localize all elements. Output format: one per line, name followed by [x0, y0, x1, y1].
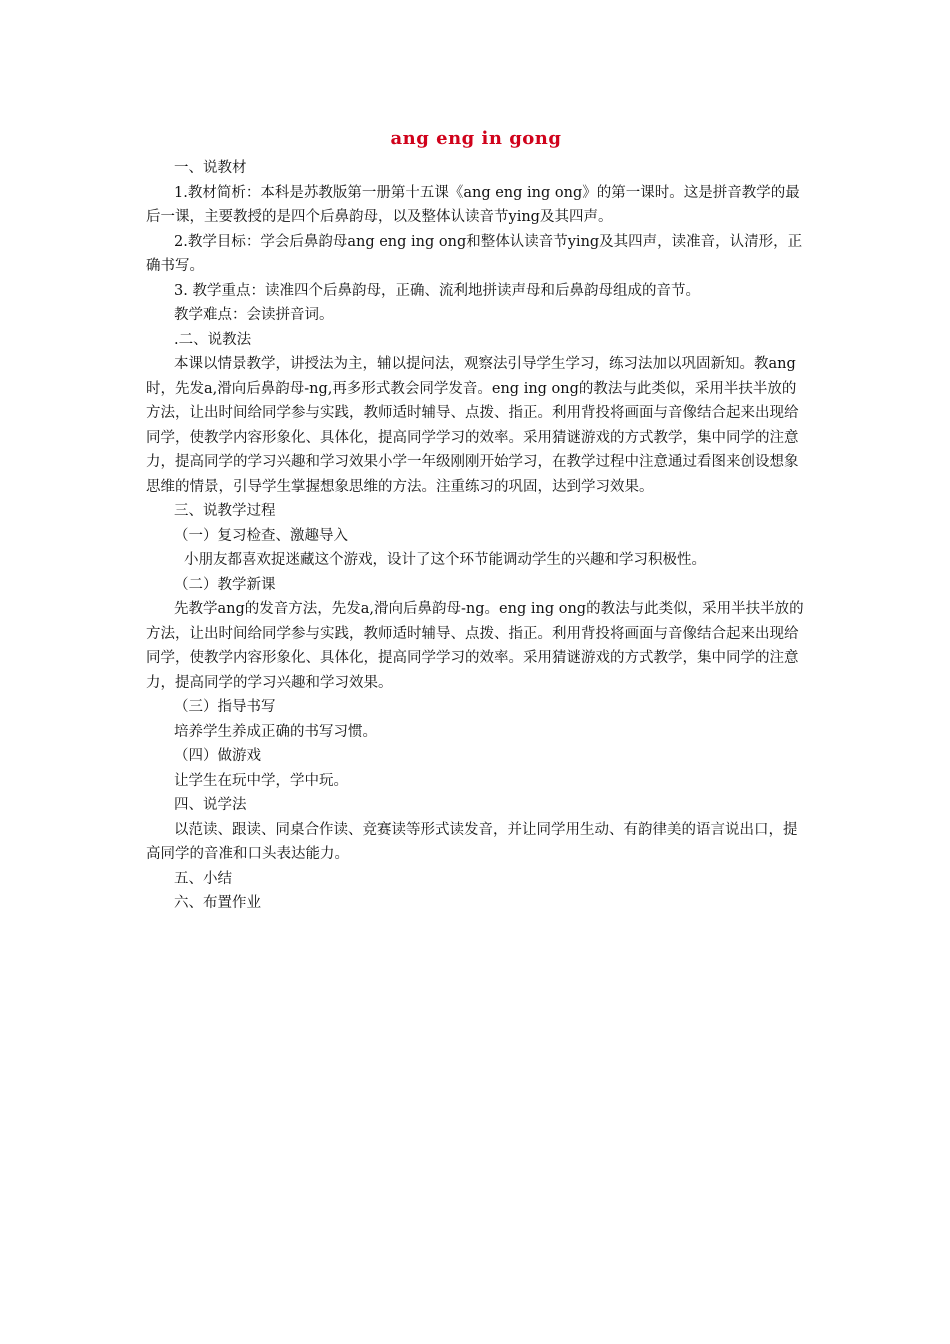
paragraph: 小朋友都喜欢捉迷藏这个游戏，设计了这个环节能调动学生的兴趣和学习积极性。 [184, 552, 706, 568]
paragraph: 2.教学目标：学会后鼻韵母ang eng ing ong和整体认读音节ying及其四声，读准音，认清形，正确书写。 [146, 233, 803, 274]
section-heading: 五、小结 [174, 870, 232, 887]
subsection-heading: （四）做游戏 [174, 748, 261, 764]
section-heading: 三、说教学过程 [174, 503, 276, 519]
subsection-heading: （二）教学新课 [174, 576, 276, 593]
paragraph: 培养学生养成正确的书写习惯。 [174, 723, 377, 740]
paragraph: 先教学ang的发音方法，先发a,滑向后鼻韵母-ng。eng ing ong的教法与此类似，采用半扶半放的方法，让出时间给同学参与实践，教师适时辅导、点拨、指正。利用背投将画面与音像结合起来出现给同学，使教学内容形象化、具体化，提高同学学习的效率。采用猜谜游戏的方式教学，集中同学的注意力，提高同学的学习兴趣和学习效果。 [146, 601, 804, 691]
paragraph: 1.教材简析：本科是苏教版第一册第十五课《ang eng ing ong》的第一课时。这是拼音教学的最后一课，主要教授的是四个后鼻韵母，以及整体认读音节ying及其四声。 [146, 184, 800, 225]
subsection-heading: （三）指导书写 [174, 699, 276, 715]
section-heading: 四、说学法 [174, 797, 247, 813]
paragraph: 3. 教学重点：读准四个后鼻韵母，正确、流利地拼读声母和后鼻韵母组成的音节。 [174, 282, 700, 299]
document-title: ang eng in gong [390, 128, 562, 149]
paragraph: 以范读、跟读、同桌合作读、竞赛读等形式读发音，并让同学用生动、有韵律美的语言说出口，提高同学的音准和口头表达能力。 [146, 821, 798, 862]
document-body [146, 122, 806, 916]
paragraph: 教学难点：会读拼音词。 [174, 307, 334, 323]
section-heading: 一、说教材 [174, 160, 247, 176]
section-heading: .二、说教法 [174, 331, 252, 348]
paragraph: 让学生在玩中学，学中玩。 [174, 772, 348, 789]
subsection-heading: （一）复习检查、激趣导入 [174, 527, 348, 544]
paragraph: 本课以情景教学，讲授法为主，辅以提问法，观察法引导学生学习，练习法加以巩固新知。教ang时，先发a,滑向后鼻韵母-ng,再多形式教会同学发音。eng ing ong的教法与此类似，采用半扶半放的方法，让出时间给同学参与实践，教师适时辅导、点拨、指正。利用背投将画面与音像结合起来出现给同学，使教学内容形象化、具体化，提高同学学习的效率。采用猜谜游戏的方式教学，集中同学的注意力，提高同学的学习兴趣和学习效果小学一年级刚刚开始学习，在教学过程中注意通过看图来创设想象思维的情景，引导学生掌握想象思维的方法。注重练习的巩固，达到学习效果。 [146, 356, 799, 495]
section-heading: 六、布置作业 [174, 895, 261, 911]
